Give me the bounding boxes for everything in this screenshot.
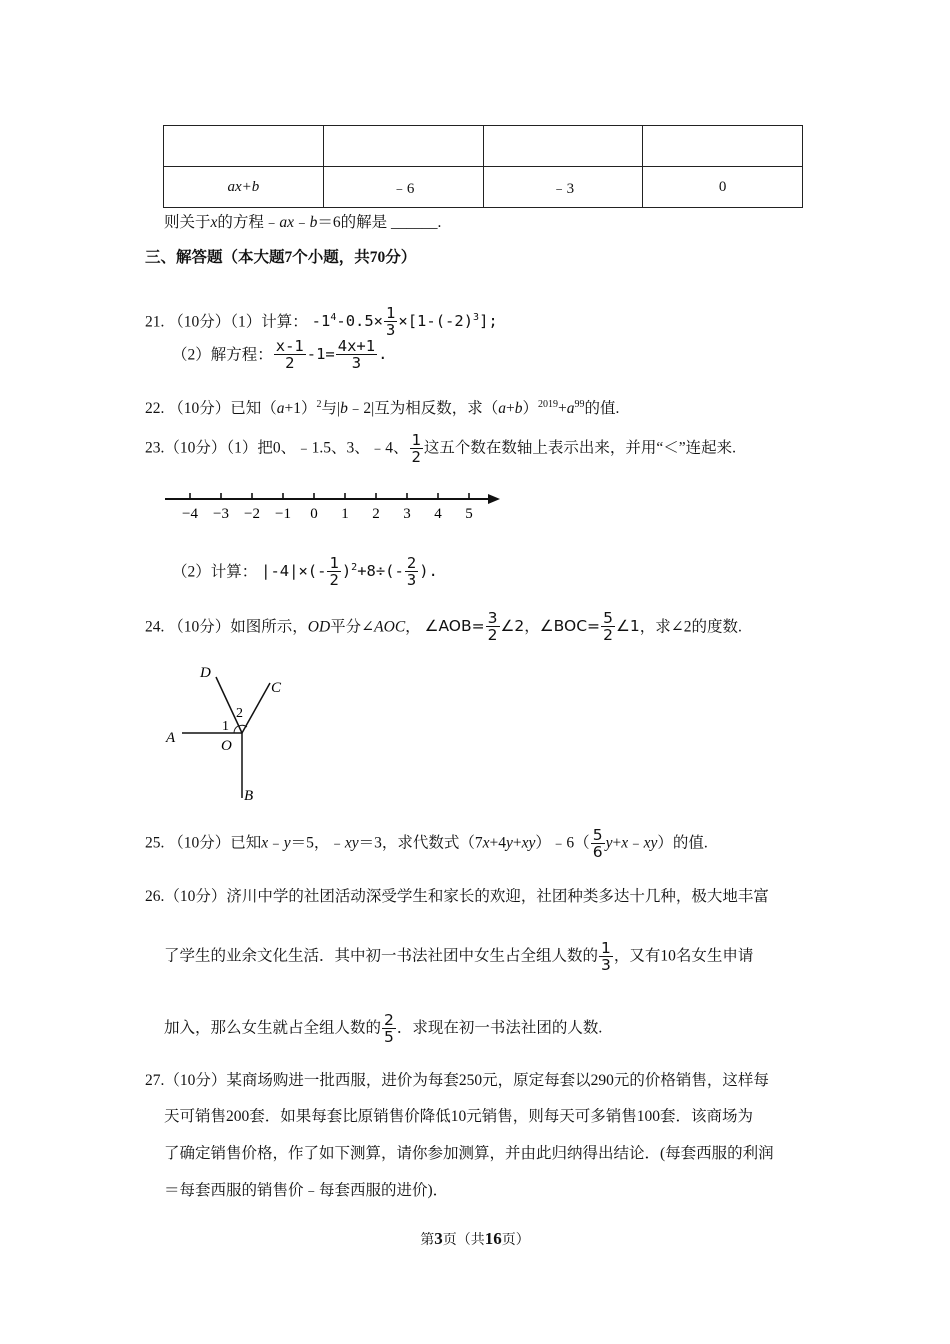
text: 这五个数在数轴上表示出来，并用“＜”连起来. bbox=[423, 439, 737, 457]
text: ﹣2|互为相反数，求（ bbox=[347, 400, 499, 417]
var: b bbox=[514, 400, 523, 417]
question-number: 23. bbox=[145, 439, 165, 457]
table-cell: 0 bbox=[643, 167, 803, 208]
page-number: 3 bbox=[434, 1229, 443, 1248]
axis-tick-label: 4 bbox=[434, 506, 442, 522]
var: a bbox=[276, 400, 285, 417]
numerator: 1 bbox=[411, 431, 421, 449]
var: ax bbox=[279, 214, 295, 231]
text: + bbox=[506, 400, 515, 417]
text: ＝3，求代数式（7 bbox=[358, 834, 483, 852]
text: ∠1 bbox=[615, 617, 640, 636]
denominator: 3 bbox=[386, 321, 396, 340]
exponent: 3 bbox=[473, 312, 480, 324]
text: （2）解方程： bbox=[172, 346, 273, 364]
text: + bbox=[612, 834, 622, 852]
denominator: 3 bbox=[406, 571, 417, 590]
question-number: 25. bbox=[145, 834, 165, 852]
text: ﹣ bbox=[628, 834, 644, 852]
text: ＝5，﹣ bbox=[290, 834, 345, 852]
numerator: 2 bbox=[384, 1011, 394, 1029]
text: 如图所示， bbox=[230, 618, 308, 636]
ray-OD bbox=[216, 677, 242, 733]
score: （10分） bbox=[168, 618, 231, 636]
label-angle-1: 1 bbox=[222, 719, 229, 734]
fraction bbox=[336, 338, 377, 372]
text: （10分）某商场购进一批西服，进价为每套250元，原定每套以290元的价格销售，这样每 bbox=[164, 1072, 769, 1089]
var: y bbox=[506, 834, 513, 852]
denominator: 6 bbox=[592, 843, 603, 862]
label-C: C bbox=[271, 680, 282, 696]
text: ﹣ bbox=[294, 214, 310, 231]
text: ，求∠2的度数. bbox=[639, 618, 742, 636]
axis-tick-label: 5 bbox=[465, 506, 473, 522]
text: -1= bbox=[306, 345, 335, 364]
denominator: 2 bbox=[603, 626, 613, 645]
q25 bbox=[145, 827, 708, 861]
text: 已知 bbox=[230, 834, 262, 852]
label-angle-2: 2 bbox=[236, 706, 243, 721]
label-A: A bbox=[166, 730, 176, 746]
fraction bbox=[410, 432, 423, 466]
axis-tick-label: 3 bbox=[403, 506, 411, 522]
label-O: O bbox=[221, 738, 232, 754]
table-cell bbox=[483, 126, 643, 167]
q27-line2: 天可销售200套．如果每套比原销售价降低10元销售，则每天可多销售100套．该商场为 bbox=[164, 1108, 754, 1125]
question-number: 21. bbox=[145, 313, 165, 331]
text: 已知（ bbox=[230, 400, 277, 417]
exponent: 2 bbox=[351, 562, 358, 574]
text: ×[1-(-2) bbox=[398, 312, 474, 331]
question-number: 27. bbox=[145, 1072, 165, 1089]
q26-line3 bbox=[164, 1012, 602, 1046]
text: 平分∠ bbox=[330, 618, 375, 636]
q21-part1 bbox=[145, 305, 498, 339]
label-D: D bbox=[200, 665, 211, 681]
text: 页） bbox=[501, 1233, 530, 1248]
page-footer bbox=[0, 1229, 950, 1249]
numerator: 1 bbox=[386, 304, 396, 322]
angle-figure bbox=[160, 655, 300, 805]
text: ﹣ bbox=[268, 834, 284, 852]
text: +8÷(- bbox=[357, 562, 404, 581]
tick-group bbox=[182, 493, 473, 522]
text: 第 bbox=[420, 1233, 435, 1248]
answer-blank: ______ bbox=[390, 214, 438, 231]
var: b bbox=[309, 214, 318, 231]
value-table bbox=[163, 125, 803, 208]
text: -0.5× bbox=[336, 312, 384, 331]
text: ，又有10名女生申请 bbox=[613, 947, 754, 965]
text: ∠2 bbox=[500, 617, 525, 636]
axis-tick-label: 1 bbox=[341, 506, 349, 522]
denominator: 5 bbox=[384, 1028, 394, 1047]
score: （10分） bbox=[168, 834, 231, 852]
text: ). bbox=[419, 562, 438, 581]
axis-tick-label: −1 bbox=[275, 506, 291, 522]
axis-tick-label: −4 bbox=[182, 506, 198, 522]
table-cell bbox=[164, 126, 324, 167]
score: （10分） bbox=[168, 313, 231, 331]
fraction bbox=[405, 555, 418, 589]
question-number: 22. bbox=[145, 400, 165, 417]
text: 加入，那么女生就占全组人数的 bbox=[164, 1019, 382, 1037]
denominator: 3 bbox=[351, 354, 362, 373]
text: ） bbox=[522, 400, 539, 417]
var: x bbox=[261, 834, 269, 852]
numerator: 1 bbox=[329, 554, 339, 572]
text: ＝6的解是 bbox=[317, 214, 388, 231]
q23-part1 bbox=[145, 432, 736, 466]
denominator: 2 bbox=[487, 626, 498, 645]
math-expression bbox=[311, 304, 498, 340]
table-row bbox=[164, 126, 803, 167]
text: -1 bbox=[311, 312, 331, 331]
text: 页（共 bbox=[442, 1233, 485, 1248]
text: （1）把0、﹣1.5、3、﹣4、 bbox=[226, 439, 409, 457]
var: xy bbox=[344, 834, 359, 852]
q20-tail bbox=[164, 210, 441, 232]
fraction bbox=[327, 555, 340, 589]
fraction bbox=[384, 305, 397, 339]
q27-line4: ＝每套西服的销售价﹣每套西服的进价)． bbox=[164, 1182, 449, 1199]
var: x bbox=[621, 834, 629, 852]
var: b bbox=[340, 400, 348, 417]
q26-line1 bbox=[145, 884, 769, 906]
text: ， bbox=[524, 617, 540, 636]
ray-OC bbox=[242, 683, 270, 733]
question-number: 24. bbox=[145, 618, 165, 636]
text: ∠AOB= bbox=[424, 617, 485, 636]
q24 bbox=[145, 610, 742, 644]
axis-arrow bbox=[488, 494, 500, 504]
score: （10分） bbox=[164, 439, 227, 457]
fraction bbox=[591, 827, 605, 861]
text: ) bbox=[341, 562, 352, 581]
table-cell: ﹣3 bbox=[483, 167, 643, 208]
axis-tick-label: −3 bbox=[213, 506, 229, 522]
text: ， bbox=[405, 618, 421, 636]
text: ）﹣6（ bbox=[535, 834, 590, 852]
text: ∠BOC= bbox=[539, 617, 601, 636]
numerator: 4x+1 bbox=[337, 337, 376, 355]
table-cell bbox=[323, 126, 483, 167]
math-expression bbox=[424, 609, 640, 645]
fraction bbox=[274, 338, 306, 372]
label-B: B bbox=[244, 788, 254, 804]
fraction bbox=[599, 940, 613, 974]
axis-tick-label: 2 bbox=[372, 506, 380, 522]
var: OD bbox=[307, 618, 331, 636]
text: ．求现在初一书法社团的人数. bbox=[396, 1019, 603, 1037]
table-cell-label: ax+b bbox=[164, 167, 324, 208]
numerator: x-1 bbox=[275, 337, 304, 355]
text: 的方程﹣ bbox=[217, 214, 280, 231]
score: （10分） bbox=[168, 400, 231, 417]
math-expression bbox=[261, 554, 438, 590]
numerator: 1 bbox=[601, 939, 611, 957]
fraction bbox=[486, 610, 500, 644]
question-number: 26. bbox=[145, 888, 165, 905]
denominator: 2 bbox=[285, 354, 295, 373]
q26-line2 bbox=[164, 940, 753, 974]
var: a bbox=[498, 400, 506, 417]
q27-line3: 了确定销售价格，作了如下测算，请你参加测算，并由此归纳得出结论．(每套西服的利润 bbox=[164, 1145, 774, 1162]
var: a bbox=[566, 400, 575, 417]
numerator: 5 bbox=[592, 826, 603, 844]
q23-part2 bbox=[172, 555, 438, 589]
text: 了学生的业余文化生活．其中初一书法社团中女生占全组人数的 bbox=[164, 947, 599, 965]
exponent: 4 bbox=[330, 312, 337, 324]
denominator: 2 bbox=[329, 571, 339, 590]
exponent: 2019 bbox=[538, 398, 559, 410]
text: （1）计算： bbox=[230, 313, 308, 331]
text: + bbox=[558, 400, 567, 417]
text: . bbox=[378, 345, 388, 364]
table-cell: ﹣6 bbox=[323, 167, 483, 208]
text: ）的值. bbox=[657, 834, 708, 852]
denominator: 3 bbox=[601, 956, 611, 975]
denominator: 2 bbox=[411, 448, 421, 467]
fraction bbox=[601, 610, 615, 644]
var: xy bbox=[643, 834, 658, 852]
text: +4 bbox=[489, 834, 507, 852]
text: . bbox=[437, 214, 442, 231]
text: ]; bbox=[479, 312, 498, 331]
var: AOC bbox=[374, 618, 406, 636]
var: y bbox=[283, 834, 291, 852]
var: xy bbox=[521, 834, 536, 852]
table-row bbox=[164, 167, 803, 208]
q22 bbox=[145, 396, 619, 418]
math-expression bbox=[273, 337, 388, 373]
text: （10分）济川中学的社团活动深受学生和家长的欢迎，社团种类多达十几种，极大地丰富 bbox=[164, 888, 769, 905]
numerator: 3 bbox=[487, 609, 498, 627]
q27-line1 bbox=[145, 1068, 769, 1090]
var: x bbox=[482, 834, 490, 852]
page-total: 16 bbox=[484, 1229, 502, 1248]
axis-tick-label: 0 bbox=[310, 506, 318, 522]
angle-arc-1 bbox=[234, 726, 238, 733]
number-line bbox=[160, 488, 505, 524]
numerator: 2 bbox=[406, 554, 417, 572]
exponent: 99 bbox=[574, 398, 585, 410]
var: y bbox=[605, 834, 613, 852]
text: +1） bbox=[284, 400, 317, 417]
q21-part2 bbox=[172, 338, 387, 372]
text: + bbox=[512, 834, 522, 852]
exponent: 2 bbox=[316, 398, 322, 410]
numerator: 5 bbox=[603, 609, 613, 627]
axis-tick-label: −2 bbox=[244, 506, 260, 522]
text: 则关于 bbox=[164, 214, 211, 231]
text: 的值. bbox=[584, 400, 620, 417]
text: |-4|×(- bbox=[261, 562, 327, 581]
section-title: 三、解答题（本大题7个小题，共70分） bbox=[145, 249, 417, 266]
table-cell bbox=[643, 126, 803, 167]
text: 与| bbox=[321, 400, 341, 417]
fraction bbox=[382, 1012, 396, 1046]
text: （2）计算： bbox=[172, 563, 258, 581]
var: x bbox=[210, 214, 218, 231]
